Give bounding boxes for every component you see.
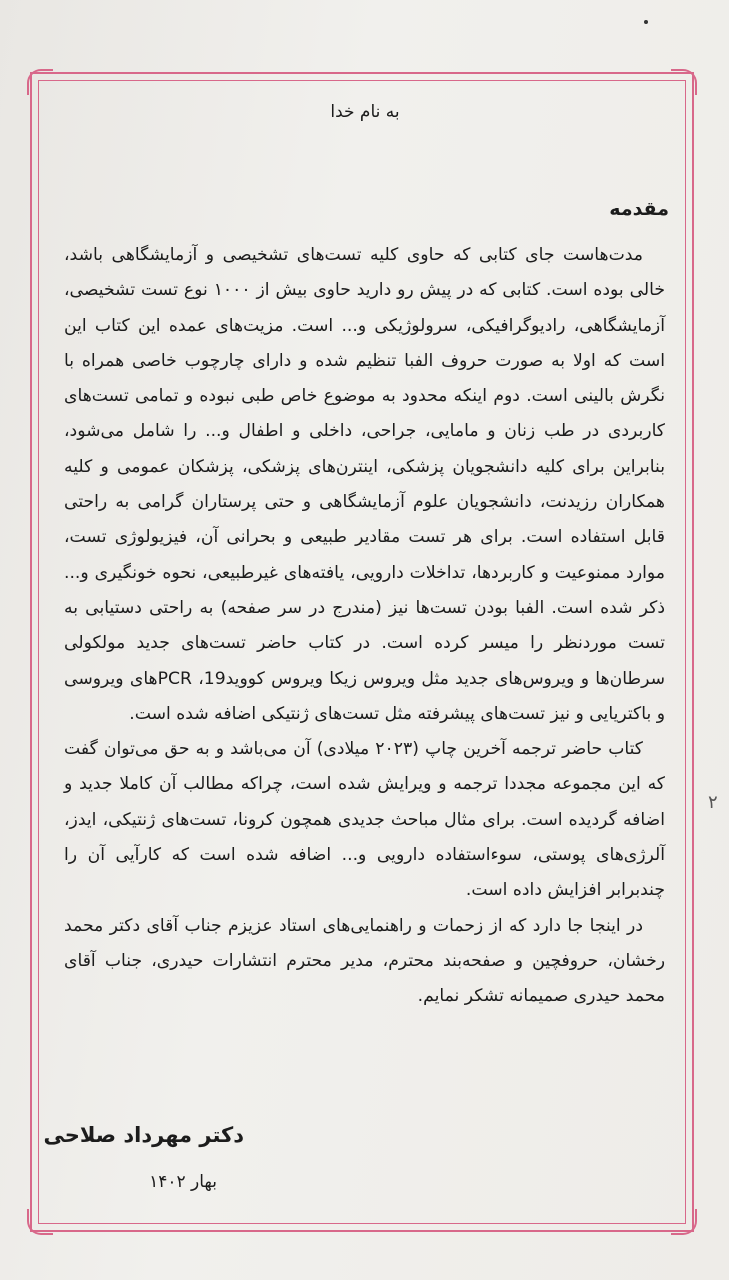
frame-corner-top-left	[27, 69, 53, 95]
section-heading: مقدمه	[609, 198, 669, 220]
page-header: به نام خدا	[330, 102, 400, 122]
date-line: بهار ۱۴۰۲	[149, 1172, 217, 1192]
frame-corner-top-right	[671, 69, 697, 95]
paragraph-1: مدت‌هاست جای کتابی که حاوی کلیه تست‌های تشخیصی و آزمایشگاهی باشد، خالی بوده است. کتابی که در پیش رو دارید حاوی بیش از ۱۰۰۰ نوع تست تشخیصی، آزمایشگاهی، رادیوگرافیکی، سرولوژیکی و... است. مزیت‌های عمده این کتاب این است که اولا به صورت حروف الفبا تنظیم شده و دارای چارچوب خاصی همراه با نگرش بالینی است. دوم اینکه محدود به موضوع خاص طبی نبوده و تمامی تست‌های کاربردی در طب زنان و مامایی، جراحی، داخلی و اطفال و... را شامل می‌شود، بنابراین برای کلیه دانشجویان پزشکی، اینترن‌های پزشکی، پزشکان عمومی و کلیه همکاران رزیدنت، دانشجویان علوم آزمایشگاهی و حتی پرستاران گرامی به راحتی قابل استفاده است. برای هر تست مقادیر طبیعی و بحرانی آن، فیزیولوژی تست، موارد ممنوعیت و کاربردها، تداخلات دارویی، یافته‌های غیرطبیعی، نحوه خونگیری و... ذکر شده است. الفبا بودن تست‌ها نیز (مندرج در سر صفحه) به راحتی دستیابی به تست موردنظر را میسر کرده است. در کتاب حاضر تست‌های جدید مولکولی سرطان‌ها و ویروس‌های جدید مثل ویروس زیکا ویروس کووید19، PCRهای ویروسی و باکتریایی و نیز تست‌های پیشرفته مثل تست‌های ژنتیکی اضافه شده است.	[64, 245, 665, 724]
author-signature: دکتر مهرداد صلاحی	[43, 1123, 244, 1147]
frame-corner-bottom-left	[27, 1209, 53, 1235]
preface-body	[64, 238, 665, 1015]
paragraph-3: در اینجا جا دارد که از زحمات و راهنمایی‌های استاد عزیزم جناب آقای دکتر محمد رخشان، حروفچین و صفحه‌بند محترم، مدیر محترم انتشارات حیدری، جناب آقای محمد حیدری صمیمانه تشکر نمایم.	[64, 915, 665, 1007]
print-dot	[644, 20, 648, 24]
paragraph-2: کتاب حاضر ترجمه آخرین چاپ (۲۰۲۳ میلادی) آن می‌باشد و به حق می‌توان گفت که این مجموعه مجددا ترجمه و ویرایش شده است، چراکه مطالب آن کاملا جدید و اضافه گردیده است. برای مثال مباحث جدیدی همچون کرونا، تست‌های ژنتیکی، ایدز، آلرژی‌های پوستی، سوءاستفاده دارویی و... اضافه شده است که کارآیی آن را چندبرابر افزایش داده است.	[64, 739, 665, 901]
margin-mark: ۲	[708, 792, 718, 813]
